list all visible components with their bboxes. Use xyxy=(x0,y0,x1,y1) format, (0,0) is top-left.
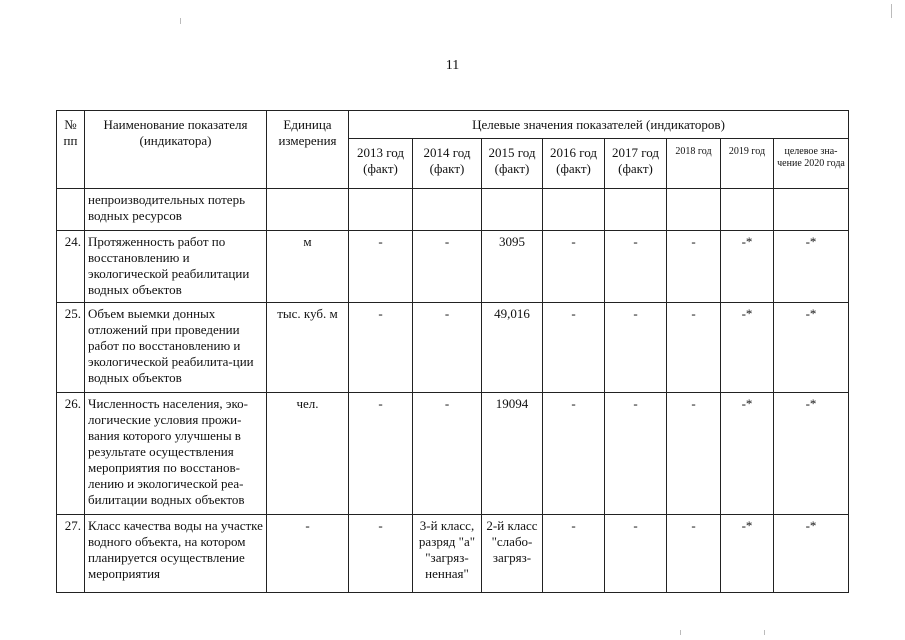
row-value-2019: -* xyxy=(721,231,774,303)
header-year-2013: 2013 год (факт) xyxy=(349,139,413,189)
row-value-2014: 3-й класс, разряд "а" "загряз-ненная" xyxy=(413,515,482,593)
row-value-2015: 19094 xyxy=(482,393,543,515)
header-year-2018: 2018 год xyxy=(667,139,721,189)
row-value-2017: - xyxy=(605,515,667,593)
table-row xyxy=(57,303,849,393)
row-value-2013: - xyxy=(349,515,413,593)
header-unit: Единица измерения xyxy=(267,111,349,189)
row-value-2019: -* xyxy=(721,393,774,515)
scan-mark xyxy=(180,18,181,24)
row-value-2020: -* xyxy=(774,231,849,303)
row-value-2020: -* xyxy=(774,303,849,393)
header-num: № пп xyxy=(57,111,85,189)
row-unit: м xyxy=(267,231,349,303)
row-value-2016: - xyxy=(543,515,605,593)
row-name: Протяженность работ по восстановлению и экологической реабилитации водных объектов xyxy=(85,231,267,303)
row-num: 24. xyxy=(57,231,85,303)
row-value-2014: - xyxy=(413,393,482,515)
row-value-2019: -* xyxy=(721,515,774,593)
header-targets: Целевые значения показателей (индикаторов) xyxy=(349,111,849,139)
row-value-2017: - xyxy=(605,303,667,393)
row-value-2013: - xyxy=(349,231,413,303)
row-value-2013: - xyxy=(349,393,413,515)
table-row xyxy=(57,231,849,303)
header-year-2016: 2016 год (факт) xyxy=(543,139,605,189)
row-value-2020: -* xyxy=(774,515,849,593)
continuation-row xyxy=(57,189,849,231)
header-year-2020-target: целевое зна-чение 2020 года xyxy=(774,139,849,189)
row-value-2016: - xyxy=(543,303,605,393)
table-row xyxy=(57,515,849,593)
row-value-2018: - xyxy=(667,515,721,593)
row-unit: чел. xyxy=(267,393,349,515)
row-unit: - xyxy=(267,515,349,593)
row-value-2015: 3095 xyxy=(482,231,543,303)
scan-mark xyxy=(891,4,892,18)
header-row xyxy=(57,111,849,139)
row-name: Объем выемки донных отложений при проведении работ по восстановлению и экологической реабилита-ции водных объектов xyxy=(85,303,267,393)
row-value-2015: 49,016 xyxy=(482,303,543,393)
row-value-2015: 2-й класс "слабо-загряз- xyxy=(482,515,543,593)
table-row xyxy=(57,393,849,515)
indicator-table xyxy=(56,110,849,593)
row-value-2016: - xyxy=(543,393,605,515)
row-num: 25. xyxy=(57,303,85,393)
header-year-2017: 2017 год (факт) xyxy=(605,139,667,189)
row-value-2018: - xyxy=(667,303,721,393)
row-value-2020: -* xyxy=(774,393,849,515)
row-value-2019: -* xyxy=(721,303,774,393)
header-year-2015: 2015 год (факт) xyxy=(482,139,543,189)
row-unit: тыс. куб. м xyxy=(267,303,349,393)
row-value-2017: - xyxy=(605,231,667,303)
row-name: Численность населения, эко-логические условия прожи-вания которого улучшены в результате осуществления мероприятия по восстанов-лению и экологической реа-билитации водных объектов xyxy=(85,393,267,515)
row-num: 27. xyxy=(57,515,85,593)
row-value-2017: - xyxy=(605,393,667,515)
row-value-2014: - xyxy=(413,303,482,393)
header-year-2014: 2014 год (факт) xyxy=(413,139,482,189)
row-value-2014: - xyxy=(413,231,482,303)
row-value-2018: - xyxy=(667,393,721,515)
scan-mark xyxy=(764,630,765,635)
scan-mark xyxy=(680,630,681,635)
row-value-2013: - xyxy=(349,303,413,393)
row-value-2016: - xyxy=(543,231,605,303)
page-number: 11 xyxy=(445,58,460,73)
continuation-name: непроизводительных потерь водных ресурсов xyxy=(85,189,267,231)
row-name: Класс качества воды на участке водного объекта, на котором планируется осуществление мероприятия xyxy=(85,515,267,593)
header-name: Наименование показателя (индикатора) xyxy=(85,111,267,189)
header-year-2019: 2019 год xyxy=(721,139,774,189)
row-num: 26. xyxy=(57,393,85,515)
row-value-2018: - xyxy=(667,231,721,303)
